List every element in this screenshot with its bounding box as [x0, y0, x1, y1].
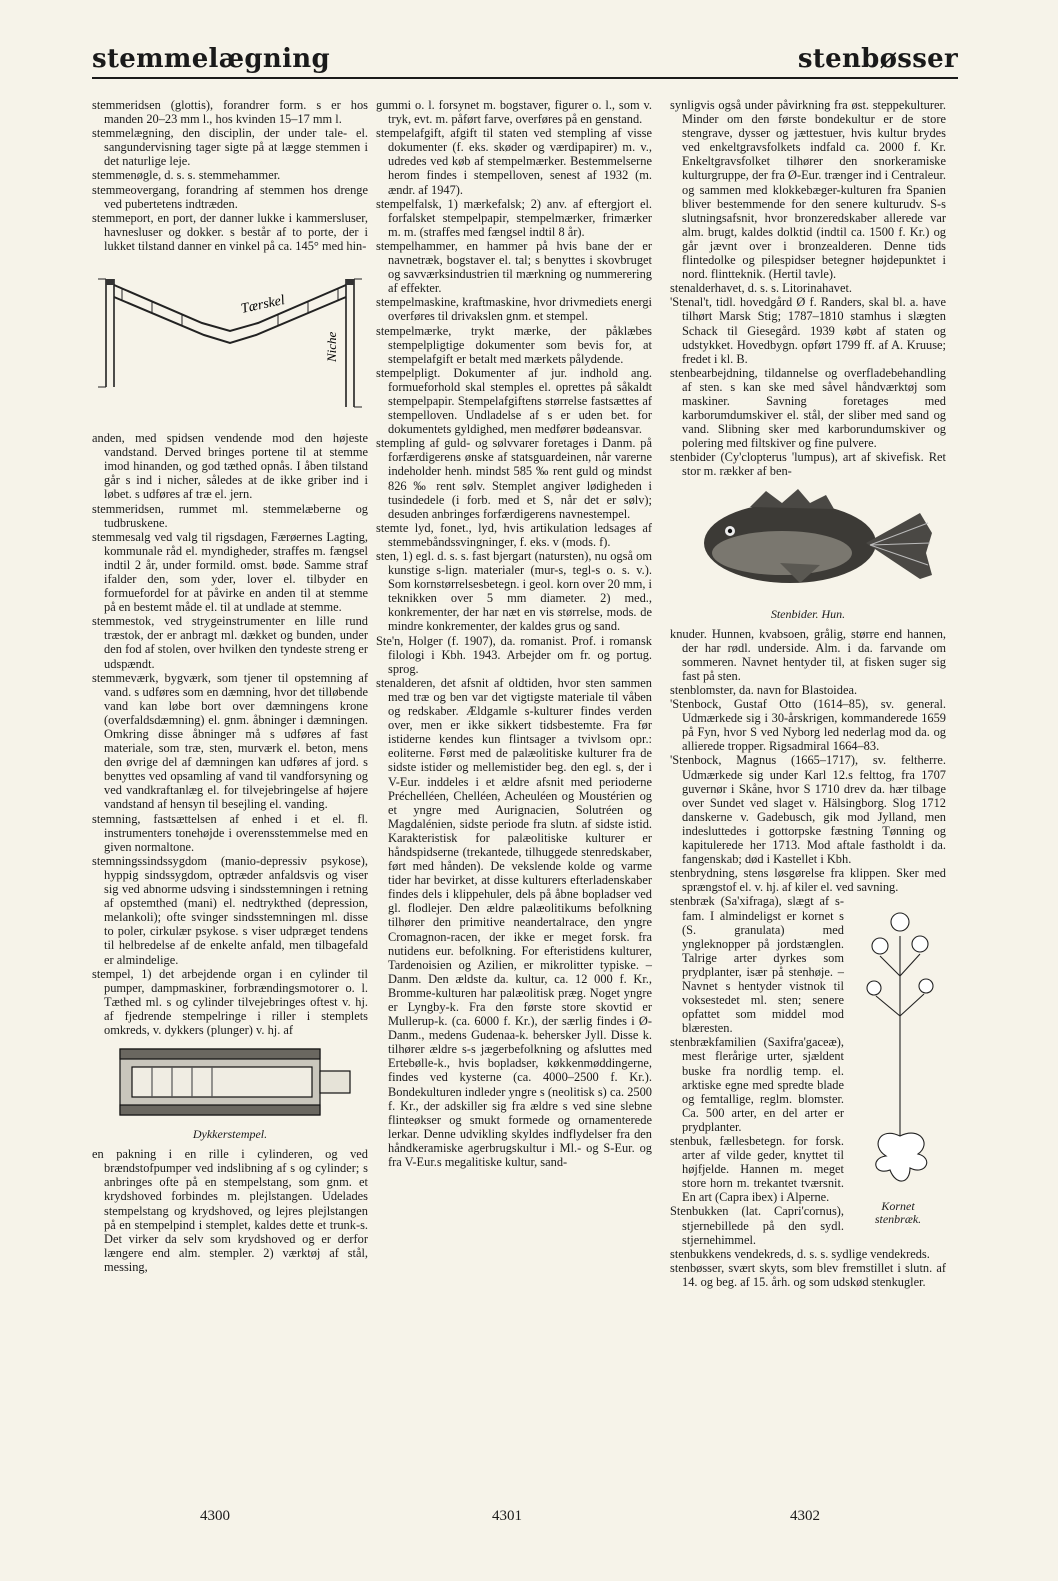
dictionary-entry: stemningssindssygdom (manio-depressiv psykose), hyppig sindssygdom, optræder anfaldsvis og viser sig ved abnorme udsving i sindsstemningen i retning af opstemthed (mani) el. nedtrykthed (depression, melankoli); ofte svinger sindsstemningen ml. disse to poler, cirkulær psykose. s viser udpræget tendens til helbredelse af de enkelte anfald, men tilbagefald er almindelige.	[92, 853, 368, 967]
lock-gate-diagram	[92, 257, 368, 427]
dictionary-entry: synligvis også under påvirkning fra øst. steppekulturer. Minder om den første bondekultur er de store stengrave, dysser og jættestuer, hvis kultur brydes ved enkeltgravsfolkets indfald ca. 2000 f. Kr. Enkeltgravsfolket tilhører den snorkeramiske kulturgruppe, der fra Ø-Eur. trænger ind i Centraleur. og sammen med klokkebæger-kulturen fra Spanien bliver bestemmende for den senere kulturudv. S-s slutningsafsnit, hvor bronzeredskaber allerede var alm. brugt, kaldes dolktid (indtil ca. 1500 f. Kr.) og går jævnt over i bronzealderen. Denne tids flintedolke og pilespidser betegner højdepunktet i nord. flintteknik. (Hertil tavle).	[670, 98, 946, 282]
dictionary-entry: stempling af guld- og sølvvarer foretages i Danm. på forfærdigerens ønske af statsguardeinen, når varerne indeholder henh. mindst 585 ‰ rent guld og mindst 826 ‰ rent sølv. Stemplet angiver lødigheden i tusindedele (i forb. med et S, når det er sølv); desuden anbringes forfærdigerens navnestempel.	[376, 436, 652, 521]
dictionary-entry: stempelmærke, trykt mærke, der påklæbes stempelpligtige dokumenter som bevis for, at stempelafgift er betalt med mærkets pålydende.	[376, 323, 652, 366]
dictionary-entry: stemmenøgle, d. s. s. stemmehammer.	[92, 168, 281, 183]
dictionary-entry: stenbrydning, stens løsgørelse fra klippen. Sker med sprængstof el. v. hj. af kiler el. ved savning.	[670, 866, 946, 895]
column-2-entries	[376, 98, 652, 1169]
column-1	[92, 98, 368, 1274]
column-3-entries-top	[670, 98, 946, 479]
dictionary-entry: stemmeridsen, rummet ml. stemmelæberne og tudbruskene.	[92, 501, 368, 530]
dictionary-entry: stemmesalg ved valg til rigsdagen, Færøernes Lagting, kommunale råd el. myndigheder, straffes m. fængsel indtil 2 år, under formild. omst. bøde. Samme straf ifalder den, som yder, lover el. tilbyder en formuefordel for at påvirke en anden til at stemme på en bestemt måde el. til at undlade at stemme.	[92, 529, 368, 615]
lumpfish-illustration	[670, 483, 946, 603]
threshold-label: Tærskel	[239, 293, 287, 317]
page-number-middle: 4301	[492, 1508, 522, 1524]
dictionary-entry: 'Stenbock, Magnus (1665–1717), sv. feltherre. Udmærkede sig under Karl 12.s felttog, fra 1707 guvernør i Skåne, hvor S 1710 drev da. hær tilbage over Sundet ved slaget v. Hälsingborg. Slog 1712 danskerne v. Gadebusch, gik mod Jylland, men indesluttedes i gottorpske fæstning Tønning og kapitulerede her 1713. Mod aftale fastholdt i da. fangenskab; død i Kastellet i Kbh.	[670, 753, 946, 867]
dictionary-entry: stempel, 1) det arbejdende organ i en cylinder til pumper, dampmaskiner, forbrændingsmotorer o. l. Tæthed ml. s og cylinder tilvejebringes oftest v. hj. af fjedrende stempelringe i riller i stemplets omkreds, v. dykkers (plunger) v. hj. af	[92, 966, 368, 1037]
dictionary-entry: anden, med spidsen vendende mod den højeste vandstand. Derved bringes portene til at stemme imod hinanden, og god tæthed opnås. I åben tilstand går s ind i nicher, således at de ikke griber ind i løbet. s udføres af træ el. jern.	[92, 431, 368, 502]
dictionary-entry: 'Stenal't, tidl. hovedgård Ø f. Randers, skal bl. a. have tilhørt Marsk Stig; 1787–1810 stamhus i slægten Schack til Giesegård. 1939 købt af staten og udstykket. Hovedbygn. opført 1799 ff. af A. Kruuse; fredet i kl. B.	[670, 295, 946, 366]
dictionary-entry: stempelfalsk, 1) mærkefalsk; 2) anv. af eftergjort el. forfalsket stempelpapir, stempelmærker, frimærker m. m. (straffes med fængsel indtil 8 år).	[376, 196, 652, 239]
dictionary-entry: stemmeridsen (glottis), forandrer form. s er hos manden 20–23 mm l., hos kvinden 15–17 mm l.	[92, 98, 368, 127]
column-1-entries-top	[92, 98, 368, 253]
dictionary-entry: gummi o. l. forsynet m. bogstaver, figurer o. l., som v. tryk, evt. m. påført farve, overføres på en genstand.	[376, 98, 652, 127]
dictionary-entry: stemmeport, en port, der danner lukke i kammersluser, havnesluser og dokker. s består af to porte, der i lukket tilstand danner en vinkel på ca. 145° med hin-	[92, 210, 368, 253]
dictionary-entry: stenbider (Cy'clopterus 'lumpus), art af skivefisk. Ret stor m. rækker af ben-	[670, 450, 946, 479]
dictionary-entry: stenbuk, fællesbetegn. for forsk. arter af vilde geder, knyttet til højfjelde. Hannen m. meget store horn m. trekantet tværsnit. En art (Capra ibex) i Alperne.	[670, 1134, 844, 1205]
dictionary-entry: stempelmaskine, kraftmaskine, hvor drivmediets energi overføres til drivakslen gnm. et stempel.	[376, 295, 652, 324]
dictionary-entry: stenalderen, det afsnit af oldtiden, hvor sten sammen med træ og ben var det vigtigste materiale til våben og redskaber. Ældgamle s-kulturer findes verden over, men er ikke sikkert tidsbestemte. Fra før istiderne kendes kun flintsager a tvivlsom opr.: eoliterne. Først med de palæolitiske kulturer fra de sidste istider og mellemistider beg. den egl. s, der i V-Eur. inddeles i et ældre afsnit med perioderne Préchelléen, Chelléen, Acheuléen og Moustérien og et yngre med Aurignacien, Solutréen og Magdalénien, sidste periode fra slutn. af sidste istid. Karakteristisk for palæolitiske kulturer er håndspidserne (trekantede, tilhuggede stenredskaber, ført med hånden). De vekslende kolde og varme tider har bevirket, at disse kulturers efterladenskaber findes dels i klippehuler, dels på åbne bopladser ved gl. flodlejer. Den ældre palæolitikums befolkning tilhører den primitive neandertalrace, den yngre Cromagnon-racen, der ikke er meget forsk. fra nutidens eur. befolkning. For efteristidens kulturer, Tardenoisien og Azilien, er mikrolitter typiske. – Danm. Den ældste da. kultur, ca. 12 000 f. Kr., Bromme-kulturen har palæolitisk præg. Noget yngre er Lyngby-k. Fra den første store skovtid er Mullerup-k. (ca. 6000 f. Kr.), der særlig findes i Ø-Danm., medens Gudenaa-k. behersker Jyll. Disse k. tilhører ældre s-s jægerbefolkning og afsluttes med Ertebølle-k., hvis bopladser, køkkenmøddingerne, findes ved kysterne (ca. 4000–2500 f. Kr.). Bondekulturen indleder yngre s (neolitisk s) ca. 2500 f. Kr., der adskiller sig fra ældre s ved sine slebne flinteøkser og smukt formede og ornamenterede lerkar. Denne udvikling skyldes indflydelser fra den håndkeramiske agerbrugskultur i Ml.- og S-Eur. og fra V-Eur.s megalitiske kultur, sand-	[376, 675, 652, 1170]
flower-caption-line2: stenbræk.	[874, 1211, 922, 1226]
header-rule	[92, 77, 958, 79]
dictionary-entry: stenbrækfamilien (Saxifra'gaceæ), mest flerårige urter, sjældent buske fra nordlig temp. el. arktiske egne med spredte blade og femtallige, reglm. blomster. Ca. 500 arter, en del arter er prydplanter.	[670, 1035, 844, 1134]
dictionary-entry: stemmeværk, bygværk, som tjener til opstemning af vand. s udføres som en dæmning, hvor det tilløbende vand kan løbe bort over dæmningens krone (overfaldsdæmning) el. gnm. åbninger i dæmningen. Omkring disse åbninger må s udføres af fast materiale, som træ, sten, murværk el. beton, mens den øvrige del af dæmningen kan udføres af jord. s benyttes ved opsamling af vand til vandforsyning og ved vandkraftanlæg el. for tilvejebringelse af højere vandstand af hensyn til besejling el. vanding.	[92, 670, 368, 812]
dictionary-entry: stenbøsser, svært skyts, som blev fremstillet i slutn. af 14. og beg. af 15. årh. og som udskød stenkugler.	[670, 1260, 946, 1289]
dictionary-entry: stempelafgift, afgift til staten ved stempling af visse dokumenter (f. eks. skøder og værdipapirer) m. v., udredes ved køb af stempelmærker. Bestemmelserne herom findes i stempelloven, senest af 1932 (m. ændr. af 1947).	[376, 126, 652, 197]
plunger-piston-diagram	[92, 1041, 368, 1123]
dictionary-entry: stemmeovergang, forandring af stemmen hos drenge ved pubertetens indtræden.	[92, 182, 368, 211]
dictionary-entry: stemte lyd, fonet., lyd, hvis artikulation ledsages af stemmebåndssvingninger, f. eks. v (mods. f).	[376, 520, 652, 549]
column-3	[670, 98, 946, 1289]
dictionary-entry: stemning, fastsættelsen af enhed i et el. fl. instrumenters tonehøjde i overensstemmelse med en given normaltone.	[92, 811, 368, 854]
dictionary-entry: knuder. Hunnen, kvabsoen, grålig, større end hannen, der har rødl. underside. Alm. i da. farvande om sommeren. Navnet hentyder til, at fisken suger sig fast på sten.	[670, 626, 946, 683]
dictionary-entry: stenbukkens vendekreds, d. s. s. sydlige vendekreds.	[670, 1246, 930, 1261]
column-1-entries-bottom	[92, 1147, 368, 1274]
dictionary-entry: sten, 1) egl. d. s. s. fast bjergart (natursten), nu også om kunstige s-lign. materialer (mur-s, tegl-s o. s. v.). Som kornstørrelsesbetegn. i geol. korn over 20 mm, i teknikken over 5 mm diameter. 2) med., konkrementer, der har næt en vis størrelse, mods. de mindre konkrementer, der kaldes grus og sand.	[376, 549, 652, 634]
dictionary-entry: Stenbukken (lat. Capri'cornus), stjernebillede på den sydl. stjernehimmel.	[670, 1204, 844, 1247]
dictionary-entry: Ste'n, Holger (f. 1907), da. romanist. Prof. i romansk filologi i Kbh. 1943. Arbejder om fr. og portug. sprog.	[376, 633, 652, 676]
column-2	[376, 98, 652, 1169]
header-right-guideword: stenbøsser	[797, 44, 958, 74]
dictionary-entry: stenbræk (Sa'xifraga), slægt af s-fam. I almindeligst er kornet s (S. granulata) med yngleknopper på jordstænglen. Talrige arter dyrkes som prydplanter, især på stenhøje. – Navnet s hentyder vistnok til voksestedet ml. sten; senere opfattet som middel mod blæresten.	[670, 894, 844, 1036]
plunger-figure-caption: Dykkerstempel.	[192, 1127, 268, 1142]
dictionary-entry: stempelpligt. Dokumenter af jur. indhold ang. formueforhold skal stemples el. oprettes på såkaldt stempelpapir. Stempelafgiftens størrelse fastsættes af stempelloven. Undladelse af s er uden bet. for dokumentets gyldighed, men medfører bødeansvar.	[376, 365, 652, 437]
saxifrage-figure	[850, 896, 946, 1225]
dictionary-entry: stenalderhavet, d. s. s. Litorinahavet.	[670, 281, 853, 296]
header-left-guideword: stemmelægning	[92, 44, 330, 74]
dictionary-entry: stenbearbejdning, tildannelse og overfladebehandling af sten. s kan ske med såvel håndværktøj som maskiner. Savning foretages med karborumdumskiver el. stål, der sliber med sand og vand. Slibning sker med karborundumskiver og polering med filtskiver og fine pulvere.	[670, 365, 946, 451]
dictionary-entry: stempelhammer, en hammer på hvis bane der er navnetræk, bogstaver el. tal; s benyttes i skovbruget og savværksindustrien til mærkning og nummerering af effekter.	[376, 238, 652, 296]
page-number-left: 4300	[200, 1508, 230, 1524]
dictionary-entry: en pakning i en rille i cylinderen, og ved brændstofpumper ved indslibning af s og cylinder; s anbringes ofte på en stempelstang, som gnm. et krydshoved forbindes m. plejlstangen. Udelades stempelstang og krydshoved, og lejres plejlstangen på en stempelpind i stemplet, kaldes dette et trunk-s. Det virker da selv som krydshoved og er derfor længere end alm. stempler. 2) værktøj af stål, messing,	[92, 1147, 368, 1274]
flower-caption-line1: Kornet	[881, 1198, 915, 1213]
saxifrage-illustration	[850, 896, 946, 1196]
dictionary-entry: stemmelægning, den disciplin, der under tale- el. sangundervisning tager sigte på at lægge stemmen i det naturlige leje.	[92, 126, 368, 169]
fish-caption: Stenbider. Hun.	[770, 606, 846, 621]
dictionary-entry: stemmestok, ved strygeinstrumenter en lille rund træstok, der er anbragt ml. dækket og bunden, under den fod af stolen, over hvilken den tyndeste streng er udspændt.	[92, 614, 368, 671]
niche-label: Niche	[324, 331, 339, 363]
page-number-right: 4302	[790, 1508, 820, 1524]
column-3-entries-middle	[670, 627, 946, 895]
dictionary-entry: stenblomster, da. navn for Blastoidea.	[670, 683, 858, 697]
column-1-entries-middle	[92, 431, 368, 1037]
dictionary-entry: 'Stenbock, Gustaf Otto (1614–85), sv. general. Udmærkede sig i 30-årskrigen, kommanderede 1659 på Fyn, hvor S ved Nyborg led nederlag mod da. og allierede tropper. Rigsadmiral 1664–83.	[670, 697, 946, 754]
